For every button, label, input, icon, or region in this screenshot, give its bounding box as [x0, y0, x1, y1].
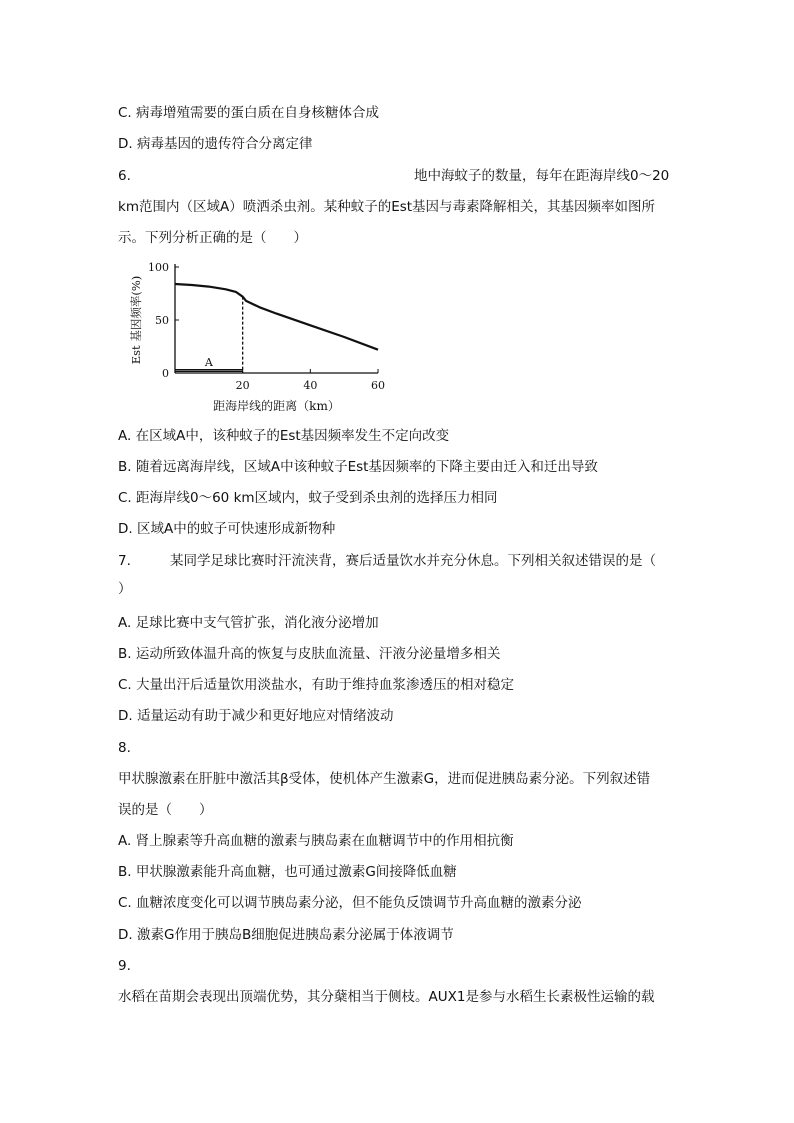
est-gene-frequency-chart: [118, 252, 418, 424]
q7-number: 7.: [118, 553, 131, 569]
x-tick-label: 40: [303, 379, 318, 392]
x-axis-label: 距海岸线的距离（km）: [213, 399, 340, 413]
q7-option-d: D. 适量运动有助于减少和更好地应对情绪波动: [118, 708, 394, 724]
x-tick-label: 20: [235, 379, 250, 392]
q6-option-a: A. 在区域A中，该种蚊子的Est基因频率发生不定向改变: [118, 428, 450, 444]
q7-stem-close: ）: [118, 581, 132, 597]
q8-option-a: A. 肾上腺素等升高血糖的激素与胰岛素在血糖调节中的作用相抗衡: [118, 833, 514, 849]
y-tick-label: 0: [162, 367, 169, 380]
q6-number: 6.: [118, 168, 131, 184]
q8-stem-part2: 误的是（ ）: [118, 802, 213, 818]
q6-stem-part1: 地中海蚊子的数量，每年在距海岸线0～20: [414, 168, 670, 184]
q7-option-a: A. 足球比赛中支气管扩张，消化液分泌增加: [118, 615, 379, 631]
q8-option-b: B. 甲状腺激素能升高血糖，也可通过激素G间接降低血糖: [118, 864, 457, 880]
q6-stem-part2: km范围内（区域A）喷洒杀虫剂。某种蚊子的Est基因与毒素降解相关，其基因频率如图所: [118, 199, 656, 215]
q5-option-c: C. 病毒增殖需要的蛋白质在自身核糖体合成: [118, 105, 380, 121]
q8-stem-part1: 甲状腺激素在肝脏中激活其β受体，使机体产生激素G，进而促进胰岛素分泌。下列叙述错: [118, 771, 651, 787]
q7-option-b: B. 运动所致体温升高的恢复与皮肤血流量、汗液分泌量增多相关: [118, 646, 501, 662]
series-line: [175, 284, 378, 350]
q7-option-c: C. 大量出汗后适量饮用淡盐水，有助于维持血浆渗透压的相对稳定: [118, 677, 515, 693]
region-a-label: A: [204, 355, 213, 369]
q9-stem-part1: 水稻在苗期会表现出顶端优势，其分蘖相当于侧枝。AUX1是参与水稻生长素极性运输的载: [118, 989, 655, 1005]
y-tick-label: 50: [155, 314, 169, 327]
q6-option-d: D. 区域A中的蚊子可快速形成新物种: [118, 521, 336, 537]
q7-stem: 某同学足球比赛时汗流浃背，赛后适量饮水并充分休息。下列相关叙述错误的是（: [170, 553, 656, 569]
y-axis-label: Est 基因频率(%): [129, 275, 143, 365]
q6-option-b: B. 随着远离海岸线，区域A中该种蚊子Est基因频率的下降主要由迁入和迁出导致: [118, 459, 598, 475]
q8-number: 8.: [118, 740, 131, 756]
q8-option-d: D. 激素G作用于胰岛B细胞促进胰岛素分泌属于体液调节: [118, 927, 454, 943]
x-tick-label: 60: [371, 379, 385, 392]
q6-option-c: C. 距海岸线0～60 km区域内，蚊子受到杀虫剂的选择压力相同: [118, 490, 498, 506]
q6-stem-part3: 示。下列分析正确的是（ ）: [118, 230, 307, 246]
q8-option-c: C. 血糖浓度变化可以调节胰岛素分泌，但不能负反馈调节升高血糖的激素分泌: [118, 895, 582, 911]
y-tick-label: 100: [148, 261, 169, 274]
q9-number: 9.: [118, 958, 131, 974]
q5-option-d: D. 病毒基因的遗传符合分离定律: [118, 136, 313, 152]
